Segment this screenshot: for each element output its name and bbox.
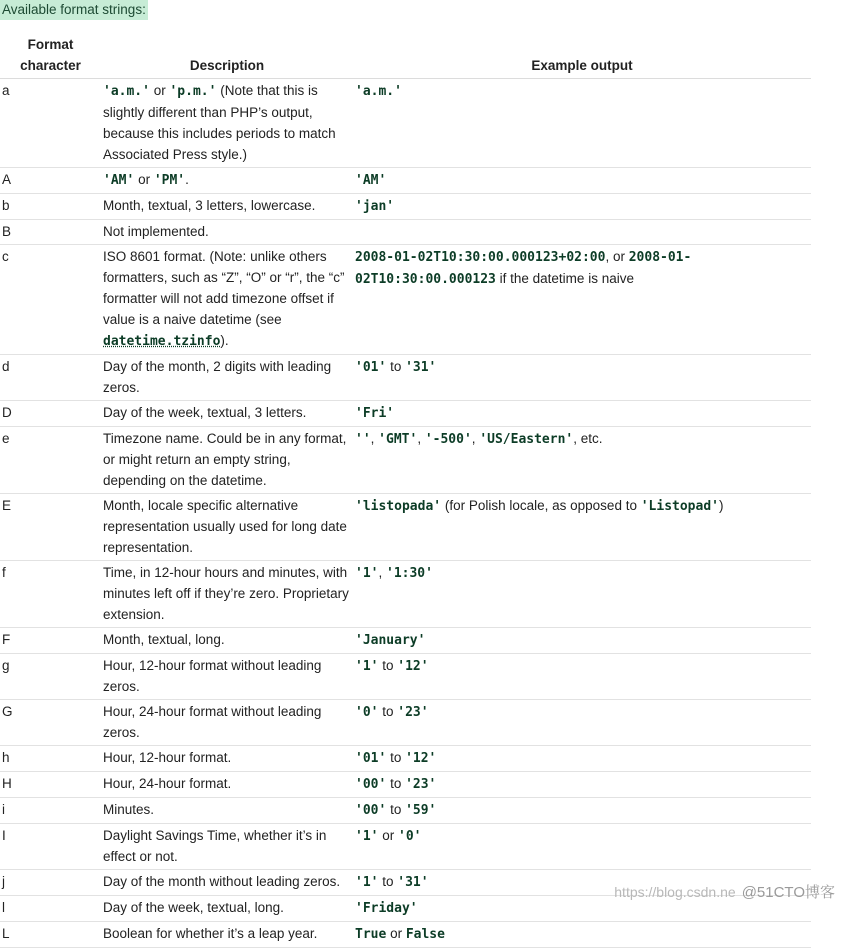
- example-output-cell: [353, 168, 811, 194]
- code-literal: 'a.m.': [355, 84, 402, 99]
- table-row: [0, 245, 811, 355]
- table-row: [0, 922, 811, 948]
- code-literal: '01': [355, 751, 387, 766]
- description-cell: [101, 746, 353, 772]
- example-output-cell: [353, 654, 811, 700]
- description-cell: [101, 700, 353, 746]
- code-literal: '1:30': [386, 566, 433, 581]
- example-output-cell: [353, 245, 811, 355]
- description-cell: [101, 896, 353, 922]
- description-cell: [101, 654, 353, 700]
- code-literal: 'listopada': [355, 499, 442, 514]
- table-row: [0, 401, 811, 427]
- tzinfo-link[interactable]: datetime.tzinfo: [103, 334, 221, 349]
- text-segment: to: [386, 750, 406, 765]
- example-output-cell: [353, 798, 811, 824]
- example-output-cell: [353, 746, 811, 772]
- code-literal: '12': [405, 751, 437, 766]
- table-row: [0, 168, 811, 194]
- format-character-cell: f: [0, 561, 101, 628]
- table-row: [0, 700, 811, 746]
- code-literal: 'PM': [153, 173, 186, 188]
- description-cell: [101, 561, 353, 628]
- code-literal: 'January': [355, 633, 426, 648]
- description-cell: [101, 922, 353, 948]
- text-segment: , or: [605, 249, 629, 264]
- description-cell: [101, 870, 353, 896]
- description-cell: [101, 798, 353, 824]
- code-literal: 'AM': [103, 173, 135, 188]
- text-segment: to: [386, 802, 406, 817]
- description-cell: [101, 194, 353, 220]
- text-segment: Not implemented.: [103, 224, 209, 239]
- code-literal: '00': [355, 803, 387, 818]
- header-row: [0, 34, 811, 79]
- format-character-cell: A: [0, 168, 101, 194]
- format-character-cell: F: [0, 628, 101, 654]
- example-output-cell: [353, 355, 811, 401]
- code-literal: True: [355, 927, 387, 942]
- header-format-character: [0, 34, 101, 79]
- text-segment: ,: [471, 431, 480, 446]
- text-segment: Day of the month, 2 digits with leading zeros.: [103, 359, 332, 395]
- text-segment: to: [386, 359, 406, 374]
- table-row: [0, 561, 811, 628]
- table-body: [0, 79, 811, 948]
- text-segment: Hour, 24-hour format.: [103, 776, 232, 791]
- code-literal: '1': [355, 659, 379, 674]
- text-segment: ): [719, 498, 724, 513]
- text-segment: to: [378, 874, 398, 889]
- format-character-cell: g: [0, 654, 101, 700]
- text-segment: ,: [417, 431, 425, 446]
- code-literal: '12': [397, 659, 429, 674]
- format-character-cell: L: [0, 922, 101, 948]
- example-output-cell: [353, 79, 811, 168]
- format-character-cell: d: [0, 355, 101, 401]
- table-row: [0, 427, 811, 494]
- example-output-cell: [353, 494, 811, 561]
- text-segment: to: [386, 776, 406, 791]
- example-output-cell: [353, 922, 811, 948]
- code-literal: 'GMT': [378, 432, 418, 447]
- format-character-cell: G: [0, 700, 101, 746]
- text-segment: Month, textual, 3 letters, lowercase.: [103, 198, 316, 213]
- code-literal: '01': [355, 360, 387, 375]
- table-row: [0, 494, 811, 561]
- format-character-cell: e: [0, 427, 101, 494]
- text-segment: .: [185, 172, 189, 187]
- table-row: [0, 824, 811, 870]
- code-literal: '-500': [424, 432, 472, 447]
- text-segment: Day of the week, textual, 3 letters.: [103, 405, 307, 420]
- table-row: [0, 355, 811, 401]
- description-cell: [101, 245, 353, 355]
- example-output-cell: [353, 772, 811, 798]
- table-row: [0, 79, 811, 168]
- code-literal: '59': [405, 803, 437, 818]
- table-row: [0, 772, 811, 798]
- code-literal: False: [405, 927, 445, 942]
- format-character-cell: h: [0, 746, 101, 772]
- watermark-brand: @51CTO博客: [741, 884, 835, 901]
- description-cell: [101, 220, 353, 245]
- text-segment: (for Polish locale, as opposed to: [441, 498, 641, 513]
- format-character-cell: D: [0, 401, 101, 427]
- code-literal: 'AM': [355, 173, 387, 188]
- format-character-cell: c: [0, 245, 101, 355]
- code-literal: 2008-01-02T10:30:00.000123+02:00: [355, 250, 606, 265]
- watermark-url: https://blog.csdn.ne: [614, 884, 736, 900]
- text-segment: ).: [220, 333, 229, 348]
- code-literal: '': [355, 432, 371, 447]
- description-cell: [101, 494, 353, 561]
- example-output-cell: [353, 561, 811, 628]
- code-literal: '31': [405, 360, 437, 375]
- example-output-cell: [353, 628, 811, 654]
- description-cell: [101, 427, 353, 494]
- example-output-cell: [353, 220, 811, 245]
- example-output-cell: [353, 700, 811, 746]
- format-character-cell: l: [0, 896, 101, 922]
- text-segment: or: [378, 828, 398, 843]
- code-literal: '0': [398, 829, 422, 844]
- text-segment: ,: [370, 431, 379, 446]
- format-character-cell: j: [0, 870, 101, 896]
- description-cell: [101, 401, 353, 427]
- example-output-cell: [353, 401, 811, 427]
- text-segment: ISO 8601 format. (Note: unlike others formatters, such as “Z”, “O” or “r”, the “c” formatter will not add timezone offset if value is a naive datetime (see: [103, 249, 345, 327]
- table-row: [0, 654, 811, 700]
- table-row: [0, 194, 811, 220]
- format-character-cell: B: [0, 220, 101, 245]
- text-segment: Hour, 12-hour format.: [103, 750, 232, 765]
- code-literal: '1': [355, 566, 379, 581]
- description-cell: [101, 79, 353, 168]
- format-character-cell: H: [0, 772, 101, 798]
- code-literal: 'Listopad': [640, 499, 719, 514]
- text-segment: Month, locale specific alternative representation usually used for long date representation.: [103, 498, 347, 555]
- description-cell: [101, 628, 353, 654]
- code-literal: 'Fri': [355, 406, 395, 421]
- description-cell: [101, 824, 353, 870]
- text-segment: to: [378, 704, 398, 719]
- text-segment: or: [134, 172, 154, 187]
- code-literal: '23': [397, 705, 429, 720]
- text-segment: Day of the week, textual, long.: [103, 900, 284, 915]
- text-segment: to: [378, 658, 398, 673]
- text-segment: Boolean for whether it’s a leap year.: [103, 926, 318, 941]
- table-header: [0, 34, 811, 79]
- code-literal: '23': [405, 777, 437, 792]
- code-literal: 'jan': [355, 199, 395, 214]
- text-segment: , etc.: [573, 431, 603, 446]
- code-literal: 'p.m.': [169, 84, 217, 99]
- code-literal: '00': [355, 777, 387, 792]
- text-segment: or: [149, 83, 170, 98]
- text-segment: Daylight Savings Time, whether it’s in effect or not.: [103, 828, 327, 864]
- description-cell: [101, 772, 353, 798]
- description-cell: [101, 168, 353, 194]
- format-character-cell: b: [0, 194, 101, 220]
- code-literal: 'a.m.': [103, 84, 150, 99]
- text-segment: Timezone name. Could be in any format, or might return an empty string, depending on the datetime.: [103, 431, 347, 488]
- example-output-cell: [353, 194, 811, 220]
- code-literal: '1': [355, 875, 379, 890]
- example-output-cell: [353, 427, 811, 494]
- code-literal: '1': [355, 829, 379, 844]
- header-format-line1: Format: [27, 37, 74, 52]
- intro-label: Available format strings:: [0, 0, 148, 20]
- code-literal: 'Friday': [355, 901, 418, 916]
- header-description: Description: [101, 34, 353, 79]
- text-segment: Hour, 24-hour format without leading zeros.: [103, 704, 322, 740]
- description-cell: [101, 355, 353, 401]
- table-row: [0, 798, 811, 824]
- text-segment: Day of the month without leading zeros.: [103, 874, 341, 889]
- header-example-output: Example output: [353, 34, 811, 79]
- format-strings-table: [0, 34, 811, 948]
- text-segment: Month, textual, long.: [103, 632, 225, 647]
- text-segment: (Note that this is slightly different than PHP’s output, because this includes periods to match Associated Press style.): [103, 83, 336, 162]
- text-segment: Minutes.: [103, 802, 155, 817]
- text-segment: Hour, 12-hour format without leading zeros.: [103, 658, 322, 694]
- text-segment: Time, in 12-hour hours and minutes, with minutes left off if they’re zero. Proprietary extension.: [103, 565, 349, 622]
- table-row: [0, 220, 811, 245]
- watermark: [614, 881, 835, 902]
- format-character-cell: i: [0, 798, 101, 824]
- example-output-cell: [353, 824, 811, 870]
- format-character-cell: E: [0, 494, 101, 561]
- text-segment: or: [386, 926, 406, 941]
- code-literal: '31': [397, 875, 429, 890]
- code-literal: 2008-01-02T10:30:00.000123: [355, 250, 692, 287]
- table-row: [0, 628, 811, 654]
- code-literal: '0': [355, 705, 379, 720]
- text-segment: if the datetime is naive: [495, 271, 634, 286]
- code-literal: 'US/Eastern': [479, 432, 574, 447]
- text-segment: ,: [378, 565, 386, 580]
- table-row: [0, 746, 811, 772]
- format-character-cell: a: [0, 79, 101, 168]
- header-format-line2: character: [20, 58, 81, 73]
- format-character-cell: I: [0, 824, 101, 870]
